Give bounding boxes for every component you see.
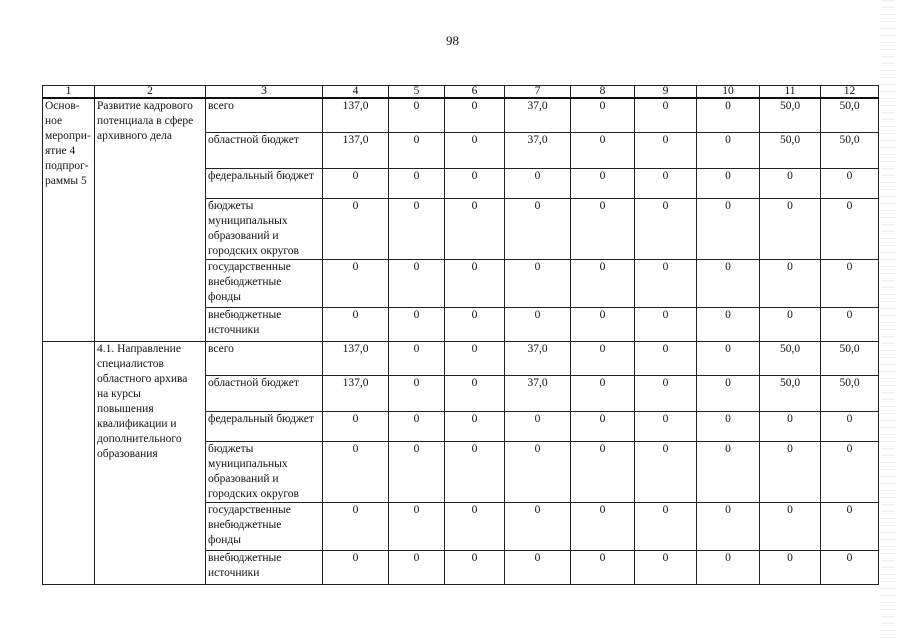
value-cell: 0 [760,502,821,550]
value-cell: 0 [505,259,571,307]
value-cell: 37,0 [505,132,571,168]
value-cell: 0 [445,307,505,341]
value-cell: 137,0 [323,132,389,168]
value-cell: 0 [635,132,697,168]
value-cell: 0 [445,441,505,502]
value-cell: 0 [635,168,697,198]
value-cell: 0 [697,550,760,584]
value-cell: 0 [571,375,635,411]
value-cell: 0 [635,550,697,584]
value-cell: 0 [697,132,760,168]
column-header: 3 [206,86,323,99]
value-cell: 50,0 [760,98,821,132]
table-body [43,86,879,585]
value-cell: 0 [389,259,445,307]
value-cell: 0 [635,502,697,550]
value-cell: 50,0 [821,375,879,411]
activity-code-cell: Основ- ное меропри- ятие 4 подпрог- раммы 5 [43,98,95,341]
funding-source-cell: бюджеты муниципальных образований и городских округов [206,441,323,502]
activity-name-cell: 4.1. Направление специалистов областного архива на курсы повышения квалификации и дополнительного образования [95,341,206,584]
value-cell: 0 [635,341,697,375]
value-cell: 0 [445,198,505,259]
budget-table [42,85,879,585]
value-cell: 0 [389,411,445,441]
funding-source-cell: бюджеты муниципальных образований и городских округов [206,198,323,259]
value-cell: 0 [821,307,879,341]
value-cell: 0 [323,259,389,307]
column-header: 12 [821,86,879,99]
value-cell: 0 [571,98,635,132]
column-header: 2 [95,86,206,99]
value-cell: 0 [571,411,635,441]
value-cell: 0 [389,98,445,132]
value-cell: 0 [697,441,760,502]
value-cell: 0 [445,550,505,584]
value-cell: 50,0 [760,132,821,168]
value-cell: 0 [635,441,697,502]
value-cell: 0 [697,502,760,550]
value-cell: 0 [635,98,697,132]
value-cell: 137,0 [323,341,389,375]
value-cell: 0 [571,307,635,341]
value-cell: 0 [571,441,635,502]
value-cell: 0 [821,198,879,259]
value-cell: 0 [445,168,505,198]
value-cell: 0 [389,132,445,168]
page-number: 98 [446,33,459,48]
column-header: 5 [389,86,445,99]
value-cell: 0 [760,550,821,584]
value-cell: 50,0 [821,98,879,132]
value-cell: 0 [760,307,821,341]
value-cell: 0 [389,168,445,198]
value-cell: 0 [571,132,635,168]
value-cell: 0 [571,259,635,307]
funding-source-cell: внебюджетные источники [206,307,323,341]
value-cell: 50,0 [760,375,821,411]
value-cell: 0 [635,307,697,341]
table-row [43,98,879,132]
funding-source-cell: областной бюджет [206,132,323,168]
value-cell: 0 [821,259,879,307]
value-cell: 0 [389,550,445,584]
value-cell: 50,0 [760,341,821,375]
value-cell: 0 [445,98,505,132]
value-cell: 0 [697,259,760,307]
activity-name-cell: Развитие кадрового потенциала в сфере архивного дела [95,98,206,341]
value-cell: 0 [635,411,697,441]
value-cell: 0 [821,550,879,584]
value-cell: 0 [571,168,635,198]
value-cell: 0 [389,341,445,375]
header-row [43,86,879,99]
value-cell: 0 [635,198,697,259]
funding-source-cell: всего [206,341,323,375]
value-cell: 0 [389,198,445,259]
value-cell: 0 [635,259,697,307]
value-cell: 0 [760,441,821,502]
value-cell: 0 [323,550,389,584]
value-cell: 0 [445,132,505,168]
value-cell: 0 [505,307,571,341]
value-cell: 0 [821,168,879,198]
value-cell: 0 [697,375,760,411]
column-header: 1 [43,86,95,99]
value-cell: 0 [505,550,571,584]
value-cell: 0 [323,502,389,550]
value-cell: 0 [760,198,821,259]
value-cell: 0 [821,502,879,550]
value-cell: 0 [389,502,445,550]
value-cell: 37,0 [505,341,571,375]
activity-code-cell [43,341,95,584]
value-cell: 0 [697,341,760,375]
column-header: 10 [697,86,760,99]
value-cell: 0 [505,198,571,259]
value-cell: 0 [571,502,635,550]
scan-edge-artifact [881,0,895,640]
value-cell: 0 [821,441,879,502]
value-cell: 50,0 [821,341,879,375]
value-cell: 0 [389,441,445,502]
value-cell: 0 [635,375,697,411]
funding-source-cell: всего [206,98,323,132]
value-cell: 0 [323,198,389,259]
value-cell: 0 [445,411,505,441]
funding-source-cell: внебюджетные источники [206,550,323,584]
value-cell: 0 [760,168,821,198]
value-cell: 0 [697,168,760,198]
funding-source-cell: государственные внебюджетные фонды [206,259,323,307]
value-cell: 0 [323,307,389,341]
column-header: 8 [571,86,635,99]
column-header: 11 [760,86,821,99]
value-cell: 0 [760,259,821,307]
value-cell: 0 [445,375,505,411]
value-cell: 0 [505,441,571,502]
value-cell: 0 [323,441,389,502]
column-header: 4 [323,86,389,99]
funding-source-cell: государственные внебюджетные фонды [206,502,323,550]
value-cell: 0 [571,550,635,584]
value-cell: 137,0 [323,375,389,411]
funding-source-cell: областной бюджет [206,375,323,411]
column-header: 7 [505,86,571,99]
value-cell: 0 [389,307,445,341]
table-row [43,341,879,375]
value-cell: 0 [821,411,879,441]
value-cell: 50,0 [821,132,879,168]
funding-source-cell: федеральный бюджет [206,411,323,441]
value-cell: 0 [697,411,760,441]
value-cell: 0 [389,375,445,411]
value-cell: 0 [445,341,505,375]
value-cell: 0 [505,411,571,441]
value-cell: 37,0 [505,98,571,132]
value-cell: 137,0 [323,98,389,132]
value-cell: 0 [697,98,760,132]
value-cell: 37,0 [505,375,571,411]
value-cell: 0 [445,259,505,307]
value-cell: 0 [697,307,760,341]
value-cell: 0 [571,341,635,375]
value-cell: 0 [323,168,389,198]
value-cell: 0 [697,198,760,259]
value-cell: 0 [445,502,505,550]
value-cell: 0 [571,198,635,259]
value-cell: 0 [505,168,571,198]
column-header: 9 [635,86,697,99]
value-cell: 0 [760,411,821,441]
funding-source-cell: федеральный бюджет [206,168,323,198]
column-header: 6 [445,86,505,99]
value-cell: 0 [505,502,571,550]
value-cell: 0 [323,411,389,441]
